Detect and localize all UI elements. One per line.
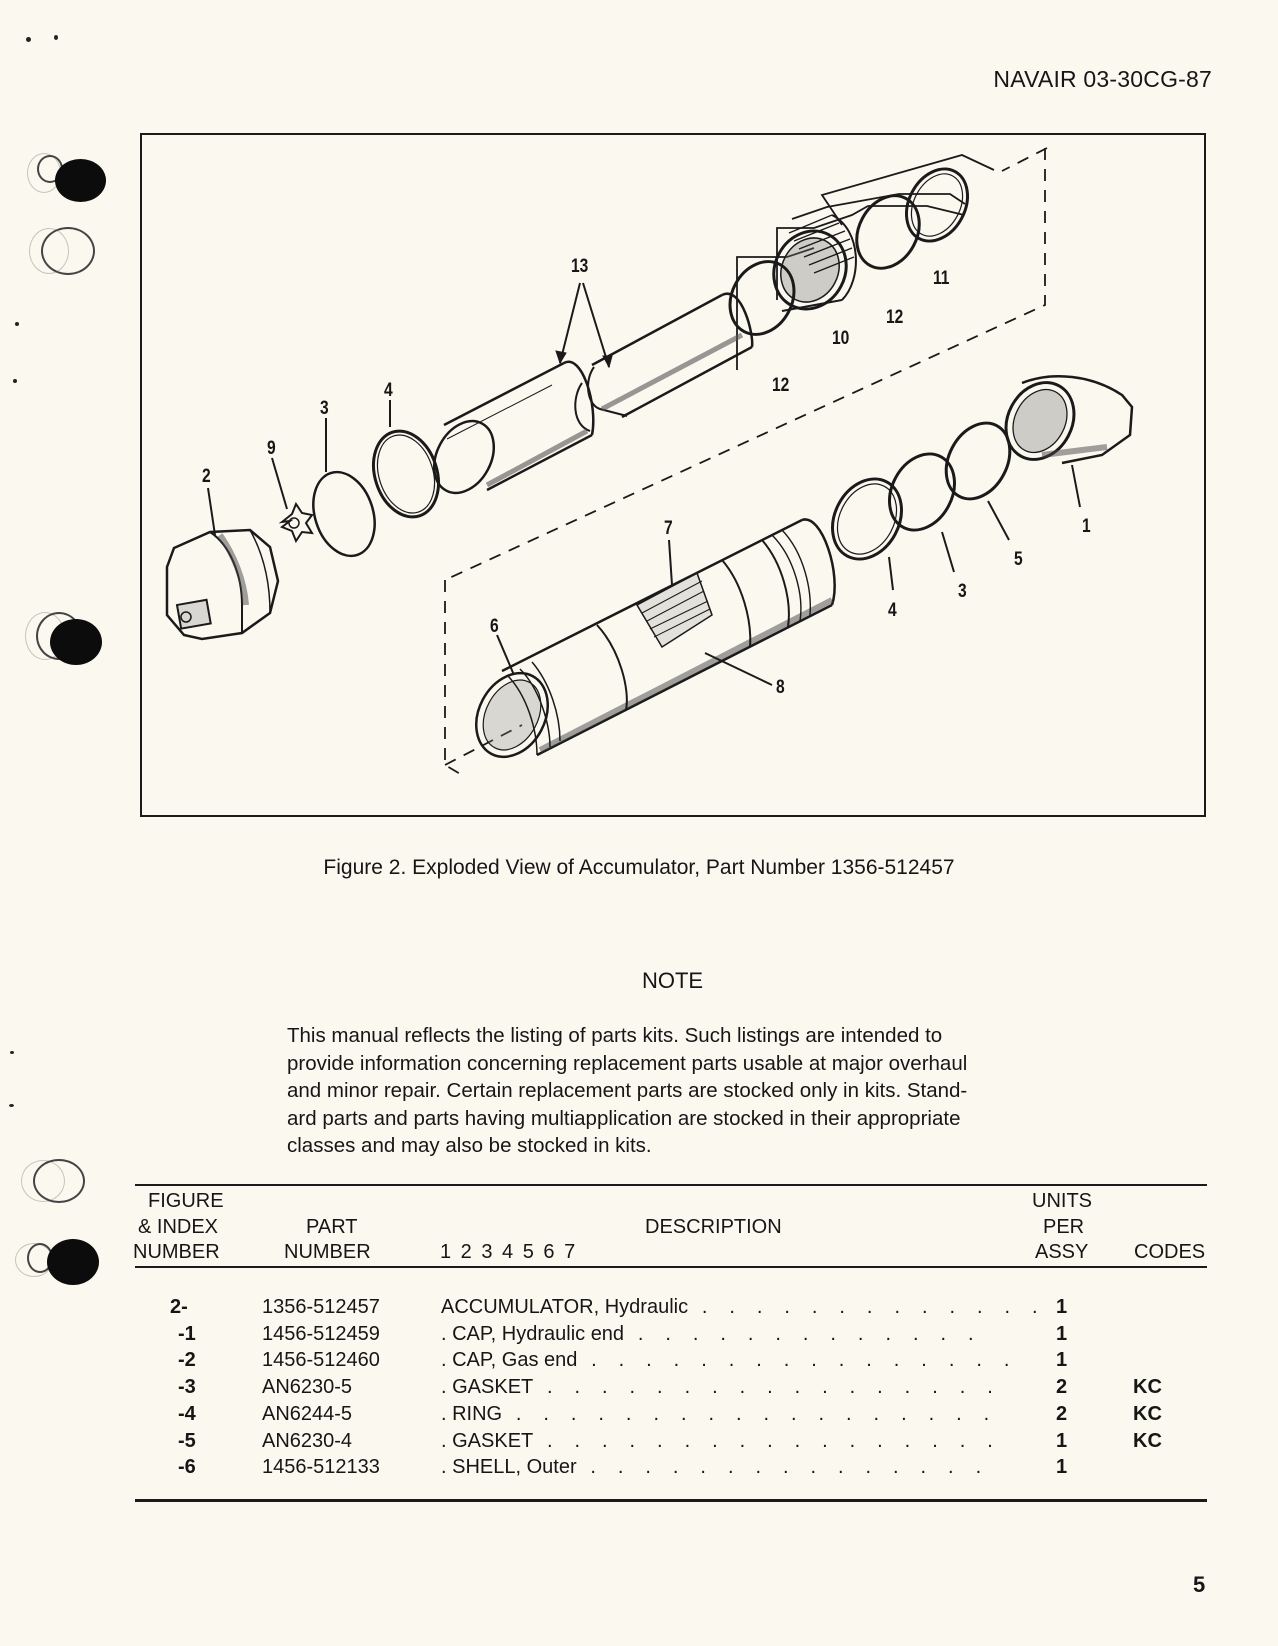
- callout-1: 1: [1082, 516, 1091, 537]
- row-part-number: AN6230-5: [262, 1376, 353, 1398]
- callout-2: 2: [202, 466, 211, 487]
- note-title: NOTE: [641, 968, 704, 993]
- callout-11: 11: [933, 268, 950, 289]
- note-line: classes and may also be stocked in kits.: [287, 1134, 652, 1158]
- figure-frame: [140, 133, 1206, 817]
- speck: [10, 1051, 14, 1054]
- binder-hole-filled: [50, 619, 102, 665]
- callout-3: 3: [320, 398, 329, 419]
- row-units: 1: [1056, 1430, 1068, 1452]
- row-description: . SHELL, Outer . . . . . . . . . . . . . . .: [441, 1456, 990, 1478]
- callout-8: 8: [776, 677, 785, 698]
- row-index: -1: [178, 1323, 196, 1345]
- row-units: 2: [1056, 1403, 1068, 1425]
- callout-9: 9: [267, 438, 276, 459]
- table-top-rule: [135, 1184, 1207, 1186]
- callout-13: 13: [571, 256, 589, 277]
- header-figure-index-1: FIGURE: [148, 1190, 224, 1212]
- speck: [9, 1104, 14, 1107]
- row-part-number: 1456-512133: [262, 1456, 380, 1478]
- row-part-number: AN6244-5: [262, 1403, 353, 1425]
- speck: [54, 35, 58, 40]
- note-line: and minor repair. Certain replacement parts are stocked only in kits. Stand-: [287, 1079, 968, 1103]
- header-units-1: UNITS: [1032, 1190, 1092, 1212]
- binder-hole-filled: [55, 159, 106, 202]
- binder-hole-filled: [47, 1239, 99, 1285]
- callout-6: 6: [490, 616, 499, 637]
- row-part-number: 1356-512457: [262, 1296, 380, 1318]
- speck: [13, 379, 17, 383]
- note-line: This manual reflects the listing of parts kits. Such listings are intended to: [287, 1024, 943, 1047]
- header-figure-index-3: NUMBER: [133, 1241, 220, 1263]
- callout-7: 7: [664, 518, 673, 539]
- row-description: . GASKET . . . . . . . . . . . . . . . . .: [441, 1376, 1001, 1398]
- header-units-3: ASSY: [1035, 1241, 1089, 1263]
- row-code: KC: [1133, 1403, 1162, 1425]
- row-index: -6: [178, 1456, 196, 1478]
- row-part-number: 1456-512459: [262, 1323, 380, 1345]
- header-figure-index-2: & INDEX: [138, 1216, 219, 1238]
- header-units-2: PER: [1043, 1216, 1085, 1238]
- row-code: KC: [1133, 1430, 1162, 1452]
- row-index: -5: [178, 1430, 196, 1452]
- table-bottom-rule: [135, 1499, 1207, 1502]
- note-body: [287, 1022, 1067, 1160]
- row-description: . GASKET . . . . . . . . . . . . . . . . .: [441, 1430, 1001, 1452]
- row-units: 1: [1056, 1456, 1068, 1478]
- header-description: DESCRIPTION: [645, 1216, 782, 1238]
- row-index: -2: [178, 1349, 196, 1371]
- callout-4: 4: [888, 600, 897, 621]
- row-description: . RING . . . . . . . . . . . . . . . . . .: [441, 1403, 998, 1425]
- callout-10: 10: [832, 328, 850, 349]
- row-index: -4: [178, 1403, 196, 1425]
- exploded-view-illustration: [142, 135, 1208, 819]
- row-code: KC: [1133, 1376, 1162, 1398]
- binder-hole: [41, 227, 95, 275]
- row-part-number: 1456-512460: [262, 1349, 380, 1371]
- figure-caption: Figure 2. Exploded View of Accumulator, Part Number 1356-512457: [323, 856, 955, 879]
- header-part-1: PART: [306, 1216, 358, 1238]
- document-id: NAVAIR 03-30CG-87: [993, 66, 1212, 92]
- callout-3: 3: [958, 581, 967, 602]
- row-description: ACCUMULATOR, Hydraulic . . . . . . . . . . . . .: [441, 1296, 1046, 1318]
- row-description: . CAP, Gas end . . . . . . . . . . . . . . . .: [441, 1349, 1018, 1371]
- header-codes: CODES: [1134, 1241, 1206, 1263]
- note-line: ard parts and parts having multiapplication are stocked in their appropriate: [287, 1106, 961, 1130]
- speck: [26, 37, 31, 42]
- speck: [15, 322, 19, 326]
- header-indent-levels: 1 2 3 4 5 6 7: [440, 1241, 578, 1263]
- row-units: 2: [1056, 1376, 1068, 1398]
- row-units: 1: [1056, 1296, 1068, 1318]
- row-units: 1: [1056, 1323, 1068, 1345]
- binder-hole: [33, 1159, 85, 1203]
- callout-12: 12: [886, 307, 904, 328]
- callout-12: 12: [772, 375, 790, 396]
- header-part-2: NUMBER: [284, 1241, 371, 1263]
- row-index: 2-: [170, 1296, 188, 1318]
- callout-5: 5: [1014, 549, 1023, 570]
- row-index: -3: [178, 1376, 196, 1398]
- callout-4: 4: [384, 380, 393, 401]
- table-header-rule: [135, 1266, 1207, 1268]
- row-part-number: AN6230-4: [262, 1430, 353, 1452]
- row-description: . CAP, Hydraulic end . . . . . . . . . . . . .: [441, 1323, 982, 1345]
- row-units: 1: [1056, 1349, 1068, 1371]
- page-number: 5: [1193, 1572, 1206, 1597]
- note-line: provide information concerning replacement parts usable at major overhaul: [287, 1051, 968, 1075]
